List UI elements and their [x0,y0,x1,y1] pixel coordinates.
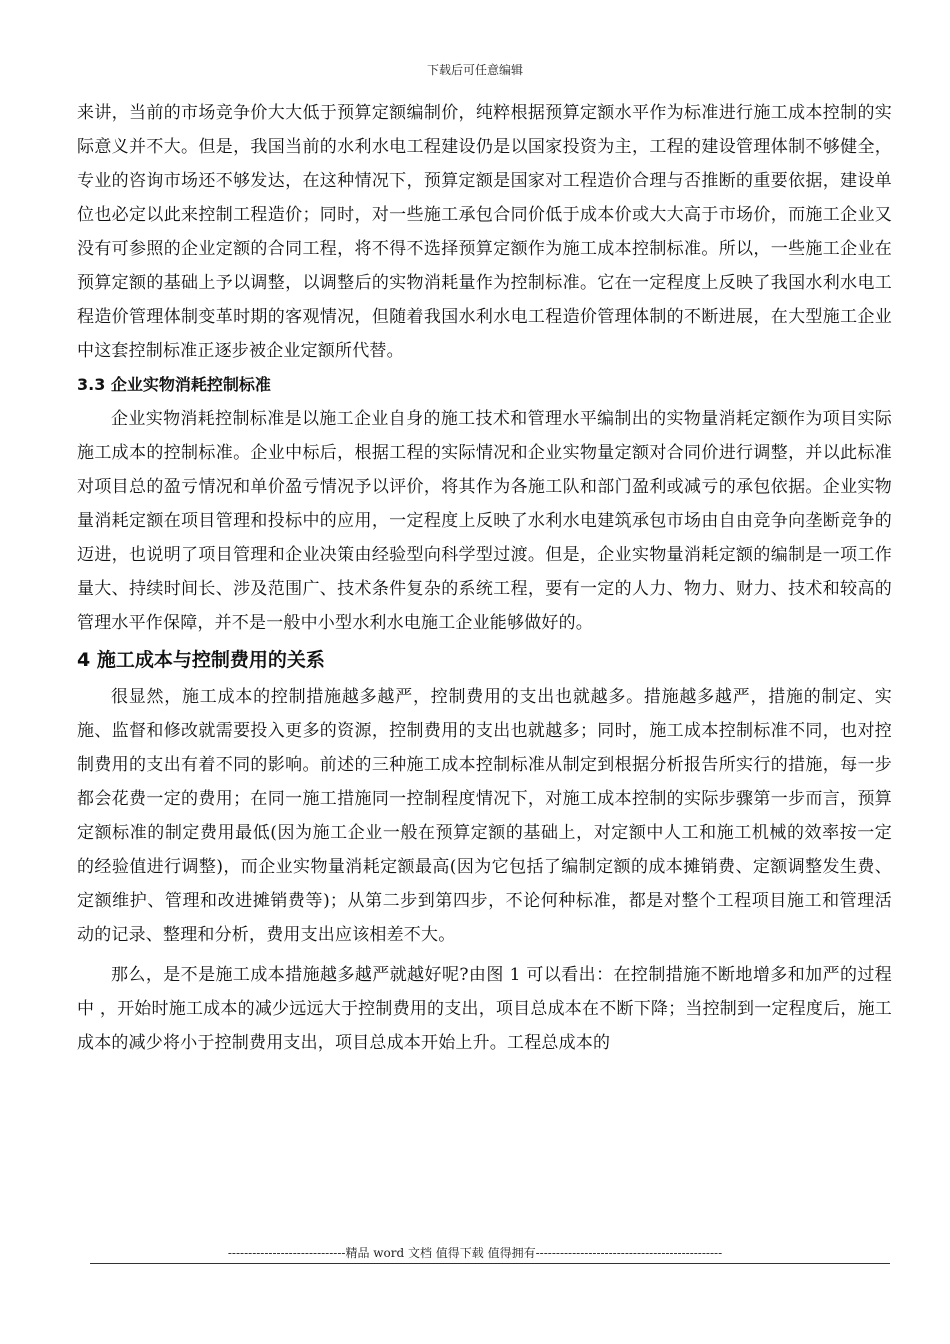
paragraph-4: 那么，是不是施工成本措施越多越严就越好呢?由图 1 可以看出：在控制措施不断地增多和加严的过程中 ，开始时施工成本的减少远远大于控制费用的支出，项目总成本在不断下降；当控制到一定程度后，施工成本的减少将小于控制费用支出，项目总成本开始上升。工程总成本的 [77,965,892,1053]
document-body [77,96,892,1060]
footer-divider [90,1263,890,1264]
paragraph-2: 企业实物消耗控制标准是以施工企业自身的施工技术和管理水平编制出的实物量消耗定额作为项目实际施工成本的控制标准。企业中标后，根据工程的实际情况和企业实物量定额对合同价进行调整，并以此标准对项目总的盈亏情况和单价盈亏情况予以评价，将其作为各施工队和部门盈利或减亏的承包依据。企业实物量消耗定额在项目管理和投标中的应用，一定程度上反映了水利水电建筑承包市场由自由竞争向垄断竞争的迈进，也说明了项目管理和企业决策由经验型向科学型过渡。但是，企业实物量消耗定额的编制是一项工作量大、持续时间长、涉及范围广、技术条件复杂的系统工程，要有一定的人力、物力、财力、技术和较高的管理水平作保障，并不是一般中小型水利水电施工企业能够做好的。 [77,409,892,633]
section-heading-4: 4 施工成本与控制费用的关系 [77,649,325,671]
paragraph-3: 很显然，施工成本的控制措施越多越严，控制费用的支出也就越多。措施越多越严，措施的制定、实施、监督和修改就需要投入更多的资源，控制费用的支出也就越多；同时，施工成本控制标准不同，也对控制费用的支出有着不同的影响。前述的三种施工成本控制标准从制定到根据分析报告所实行的措施，每一步都会花费一定的费用；在同一施工措施同一控制程度情况下，对施工成本控制的实际步骤第一步而言，预算定额标准的制定费用最低(因为施工企业一般在预算定额的基础上，对定额中人工和施工机械的效率按一定的经验值进行调整)，而企业实物量消耗定额最高(因为它包括了编制定额的成本摊销费、定额调整发生费、定额维护、管理和改进摊销费等)；从第二步到第四步，不论何种标准，都是对整个工程项目施工和管理活动的记录、整理和分析，费用支出应该相差不大。 [77,687,892,945]
paragraph-1: 来讲，当前的市场竞争价大大低于预算定额编制价，纯粹根据预算定额水平作为标准进行施工成本控制的实际意义并不大。但是，我国当前的水利水电工程建设仍是以国家投资为主，工程的建设管理体制不够健全，专业的咨询市场还不够发达，在这种情况下，预算定额是国家对工程造价合理与否推断的重要依据，建设单位也必定以此来控制工程造价；同时，对一些施工承包合同价低于成本价或大大高于市场价，而施工企业又没有可参照的企业定额的合同工程，将不得不选择预算定额作为施工成本控制标准。所以，一些施工企业在预算定额的基础上予以调整，以调整后的实物消耗量作为控制标准。它在一定程度上反映了我国水利水电工程造价管理体制变革时期的客观情况，但随着我国水利水电工程造价管理体制的不断进展，在大型施工企业中这套控制标准正逐步被企业定额所代替。 [77,103,892,361]
footer-note: -----------------------------精品 word 文档 值得下载 值得拥有---------------------------------------------- [227,1246,723,1260]
section-heading-3-3: 3.3 企业实物消耗控制标准 [77,375,271,394]
header-note: 下载后可任意编辑 [426,63,523,77]
